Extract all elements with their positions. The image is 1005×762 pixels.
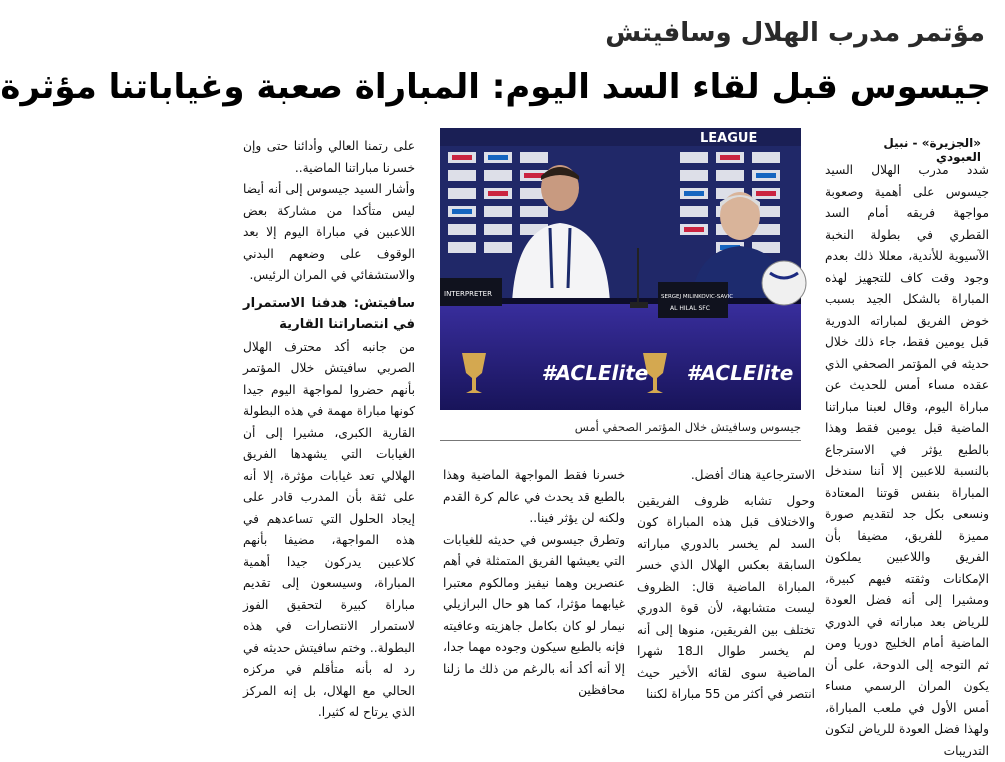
article-column-4 bbox=[243, 136, 415, 724]
banner-text: LEAGUE bbox=[700, 131, 758, 146]
interpreter-label: INTERPRETER bbox=[444, 290, 492, 298]
brand-text-left: #ACLElite bbox=[541, 361, 649, 385]
name-card-line2: AL HILAL SFC bbox=[670, 305, 710, 312]
paragraph: على رتمنا العالي وأدائنا حتى وإن خسرنا مباراتنا الماضية.. bbox=[243, 139, 415, 175]
subheading: سافيتش: هدفنا الاستمرار في انتصاراتنا القارية bbox=[243, 295, 415, 332]
byline: «الجزيرة» - نبيل العبودي bbox=[883, 136, 981, 164]
article-column-3 bbox=[443, 465, 625, 702]
kicker: مؤتمر مدرب الهلال وسافيتش bbox=[605, 18, 985, 48]
article-column-2 bbox=[637, 465, 815, 706]
paragraph: وتطرق جيسوس في حديثه للغيابات التي يعيشها الفريق المتمثلة في أهم عنصرين وهما نيفيز ومالكوم معتبرا غيابهما مؤثرا، كما هو حال البرازيلي نيمار لو كان بكامل جاهزيته وعافيته فإنه بالطبع سيكون وجوده مهما جدا، إلا أنه أكد أنه بالرغم من ذلك ما زلنا محافظين bbox=[443, 532, 625, 697]
paragraph: خسرنا فقط المواجهة الماضية وهذا بالطبع قد يحدث في عالم كرة القدم ولكنه لن يؤثر فينا.. bbox=[443, 468, 625, 525]
article-column-1 bbox=[825, 160, 989, 762]
paragraph: شدد مدرب الهلال السيد جيسوس على أهمية وصعوبة مواجهة فريقه أمام السد القطري في بطولة النخبة الآسيوية للأندية، معللا ذلك بعدم وجود وقت كاف للتجهيز لهذه المباراة بالشكل الجيد بسبب خوض الفريق لمباراته الدورية قبل يومين فقط، جاء ذلك خلال حديثه في المؤتمر الصحفي الذي عقده مساء أمس للحديث عن مباراة اليوم، وقال لعبنا مباراتنا الماضية قبل يومين فقط وهذا بالطبع يؤثر في الاسترجاع بالنسبة للاعبين إلا أننا سندخل المباراة بنفس قوتنا المعتادة ونسعى بكل جد لتقديم صورة مميزة للفريق، مضيفا بأن الفريق واللاعبين يملكون الإمكانات وثقته فيهم كبيرة، ومشيرا إلى أنه فضل العودة للرياض بعد مباراته في الدوري الماضية أمام الخليج دوريا ومن ثم التوجه إلى الدوحة، على أن يكون المران الرسمي مساء أمس الأول في ملعب المباراة، ولهذا فضل العودة للرياض لتكون التدريبات bbox=[825, 163, 989, 758]
divider bbox=[440, 440, 801, 441]
headline: جيسوس قبل لقاء السد اليوم: المباراة صعبة وغياباتنا مؤثرة bbox=[0, 67, 991, 107]
paragraph: وحول تشابه ظروف الفريقين والاختلاف قبل هذه المباراة كون السد لم يخسر بالدوري مباراته السابقة بعكس الهلال الذي خسر المباراة الماضية قال: الظروف ليست متشابهة، لأن قوة الدوري تختلف بين الفريقين، منوها إلى أنه لم يخسر طوال الـ18 شهرا الماضية سوى لقائه الأخير حيث انتصر في أكثر من 55 مباراة لكننا bbox=[637, 493, 815, 701]
paragraph: من جانبه أكد محترف الهلال الصربي سافيتش خلال المؤتمر بأنهم حضروا لمواجهة اليوم جيدا كونها مباراة مهمة في هذه البطولة القارية الكبرى، مشيرا إلى أن الغيابات التي يشهدها الفريق الهلالي تعد غيابات مؤثرة، إلا أنه على ثقة بأن المدرب قادر على إيجاد الحلول التي تساعدهم في هذه المواجهة، مضيفا بأنهم كلاعبين يدركون جيدا أهمية المباراة، وسيسعون إلى تقديم مباراة كبيرة لتحقيق الفوز لاستمرار الانتصارات في هذه البطولة.. وختم سافيتش حديثه في رد له بأنه متأقلم في مركزه الحالي مع الهلال، بل إنه المركز الذي يرتاح له كثيرا. bbox=[242, 339, 415, 719]
name-card-line1: SERGEJ MILINKOVIC-SAVIC bbox=[661, 294, 734, 300]
paragraph: الاسترجاعية هناك أفضل. bbox=[690, 468, 815, 482]
press-conference-photo bbox=[440, 128, 801, 410]
paragraph: وأشار السيد جيسوس إلى أنه أيضا ليس متأكدا من مشاركة بعض اللاعبين في مباراة اليوم إلا بعد الوقوف على وضعهم البدني والاستشفائي في المران الرئيس. bbox=[243, 182, 415, 282]
photo-caption: جيسوس وسافيتش خلال المؤتمر الصحفي أمس bbox=[574, 420, 801, 434]
brand-text-right: #ACLElite bbox=[686, 361, 794, 385]
